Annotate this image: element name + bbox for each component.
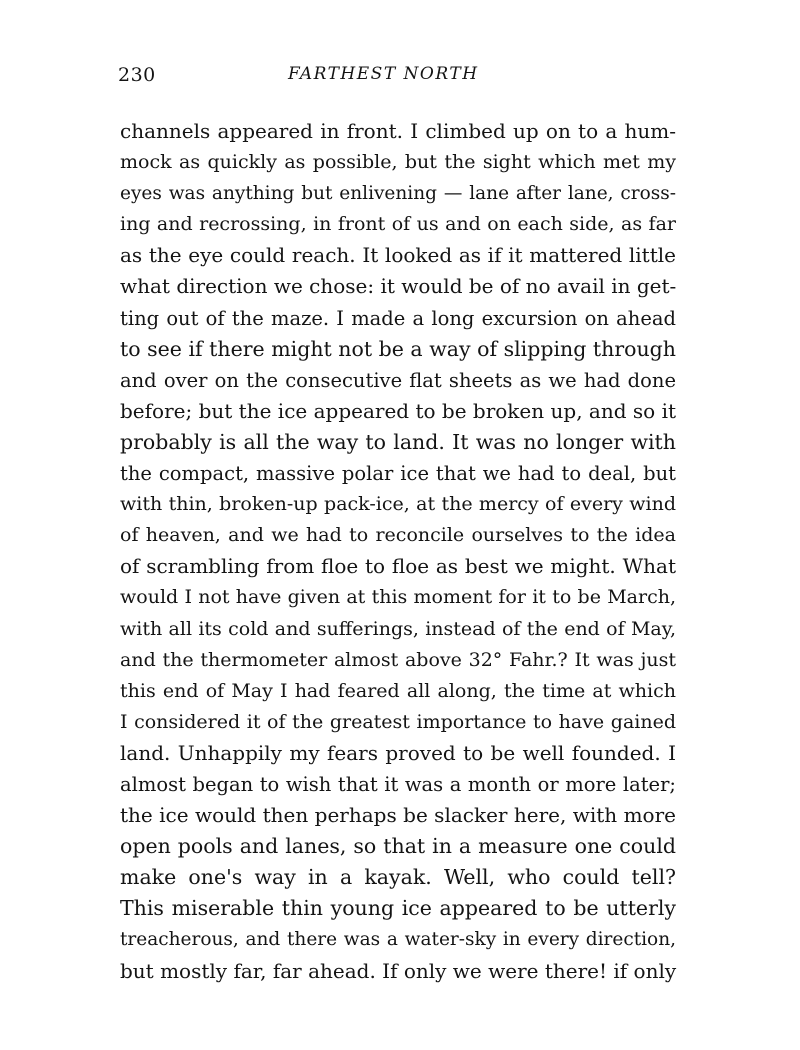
text-line: the compact, massive polar ice that we had to deal, but bbox=[120, 462, 676, 486]
text-line: and the thermometer almost above 32° Fahr.? It was just bbox=[120, 648, 676, 671]
text-line: ting out of the maze. I made a long excursion on ahead bbox=[120, 306, 676, 330]
text-line: of heaven, and we had to reconcile ourselves to the idea bbox=[120, 524, 676, 547]
body-text bbox=[120, 116, 676, 987]
text-line: as the eye could reach. It looked as if it mattered little bbox=[120, 243, 676, 268]
page-number: 230 bbox=[118, 64, 156, 86]
text-line: eyes was anything but enlivening — lane after lane, cross- bbox=[120, 183, 676, 205]
text-line: open pools and lanes, so that in a measure one could bbox=[120, 834, 676, 859]
text-line: before; but the ice appeared to be broken up, and so it bbox=[120, 398, 676, 423]
text-line: of scrambling from floe to floe as best we might. What bbox=[120, 554, 676, 579]
text-line: and over on the consecutive flat sheets as we had done bbox=[120, 368, 676, 392]
text-line: I considered it of the greatest importance to have gained bbox=[120, 710, 676, 733]
text-line: the ice would then perhaps be slacker here, with more bbox=[120, 803, 676, 828]
text-line: this end of May I had feared all along, the time at which bbox=[120, 679, 676, 702]
text-line: probably is all the way to land. It was no longer with bbox=[120, 429, 676, 454]
text-line: This miserable thin young ice appeared to be utterly bbox=[120, 896, 676, 921]
text-line: treacherous, and there was a water-sky in every direction, bbox=[120, 929, 676, 951]
text-line: channels appeared in front. I climbed up on to a hum- bbox=[120, 119, 676, 143]
text-line: would I not have given at this moment for it to be March, bbox=[120, 586, 676, 609]
text-line: with thin, broken-up pack-ice, at the mercy of every wind bbox=[120, 493, 676, 516]
text-line: land. Unhappily my fears proved to be well founded. I bbox=[120, 740, 676, 765]
text-line: what direction we chose: it would be of no avail in get- bbox=[120, 274, 677, 299]
text-line: with all its cold and sufferings, instead of the end of May, bbox=[120, 617, 676, 640]
text-line: but mostly far, far ahead. If only we were there! if only bbox=[120, 958, 677, 983]
running-title: FARTHEST NORTH bbox=[288, 64, 479, 84]
text-line: to see if there might not be a way of slipping through bbox=[120, 336, 676, 361]
text-line: almost began to wish that it was a month or more later; bbox=[120, 772, 676, 796]
text-line: make one's way in a kayak. Well, who could tell? bbox=[120, 865, 676, 890]
text-line: mock as quickly as possible, but the sight which met my bbox=[120, 151, 676, 174]
page-header bbox=[118, 64, 678, 94]
text-line: ing and recrossing, in front of us and on each side, as far bbox=[120, 213, 676, 236]
